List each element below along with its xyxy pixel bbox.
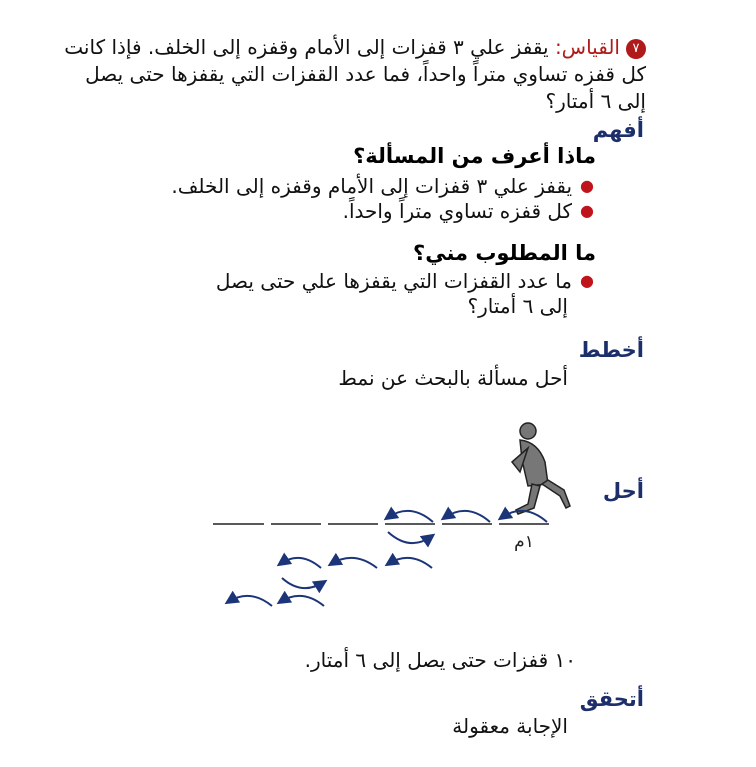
required-item-line1: ●ما عدد القفزات التي يقفزها علي حتى يصل: [215, 269, 594, 293]
plan-text: أحل مسألة بالبحث عن نمط: [338, 366, 568, 390]
plan-heading: أخطط: [578, 338, 644, 362]
required-item-line2: إلى ٦ أمتار؟: [467, 294, 568, 318]
solve-answer: ١٠ قفزات حتى يصل إلى ٦ أمتار.: [304, 648, 576, 672]
problem-number-badge: ٧: [626, 39, 646, 59]
problem-text: يقفز علي ٣ قفزات إلى الأمام وقفزه إلى الخلف. فإذا كانت كل قفزه تساوي متراً واحداً، فما عدد القفزات التي يقفزها حتى يصل إلى ٦ أمتار؟: [64, 35, 646, 113]
lesson-label: القياس:: [554, 35, 620, 59]
unit-label: ١م: [514, 532, 534, 552]
check-heading: أتحقق: [579, 687, 644, 711]
jumper-figure-icon: [512, 423, 570, 514]
bullet-icon: ●: [580, 201, 594, 220]
known-item-2: ●كل قفزه تساوي متراً واحداً.: [342, 199, 594, 223]
known-question: ماذا أعرف من المسألة؟: [353, 144, 596, 168]
solve-heading: أحل: [602, 479, 644, 503]
jump-diagram: [0, 400, 756, 640]
understand-heading: أفهم: [592, 118, 644, 142]
known-item-1: ●يقفز علي ٣ قفزات إلى الأمام وقفزه إلى الخلف.: [171, 174, 594, 198]
bullet-icon: ●: [580, 271, 594, 290]
required-question: ما المطلوب مني؟: [413, 241, 596, 265]
jump-arrows: [228, 511, 547, 606]
bullet-icon: ●: [580, 176, 594, 195]
problem-statement: [56, 34, 646, 115]
check-text: الإجابة معقولة: [452, 714, 568, 738]
